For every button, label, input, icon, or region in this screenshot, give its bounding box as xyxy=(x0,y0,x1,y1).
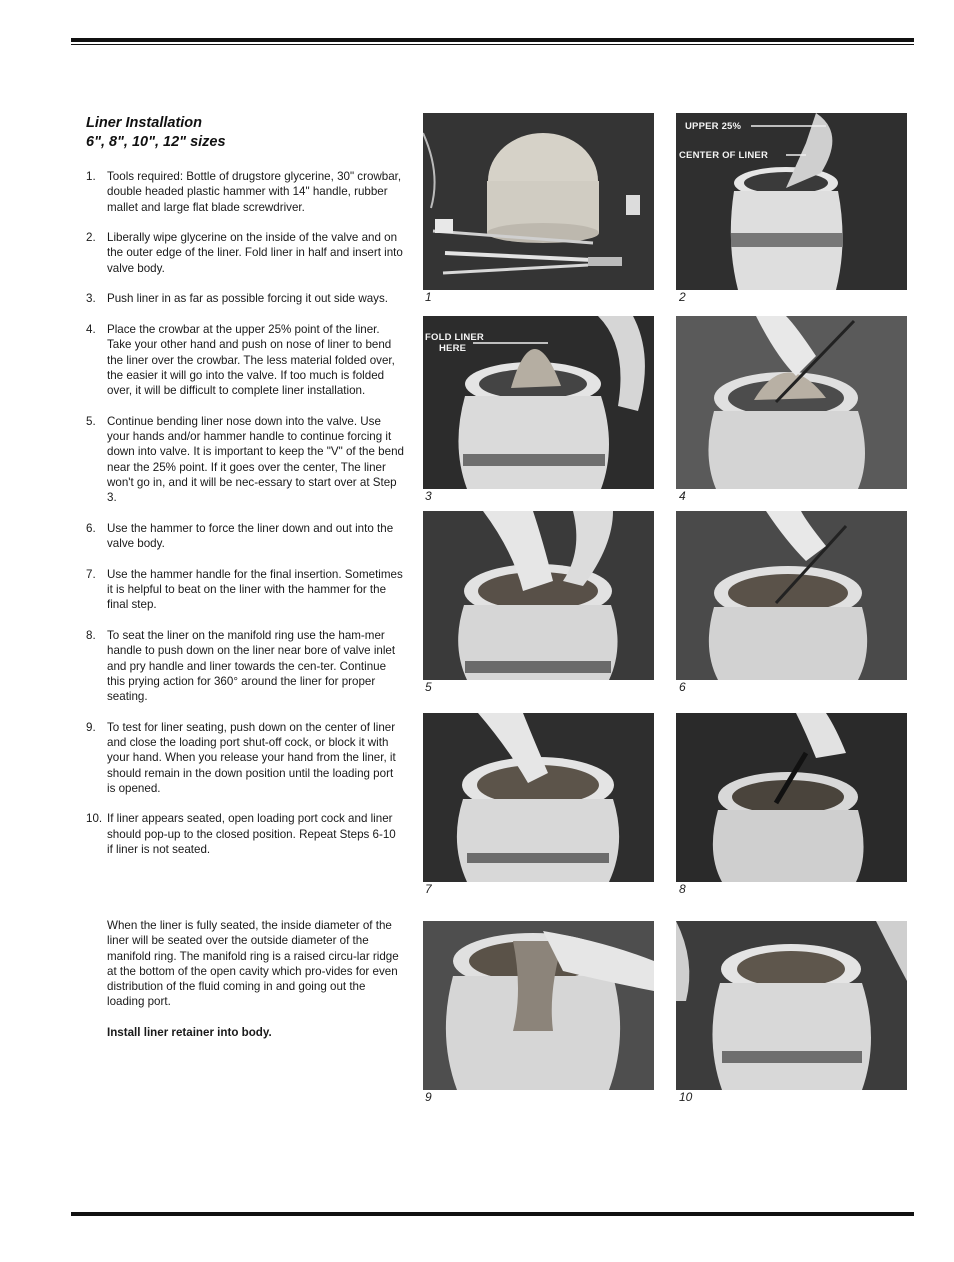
top-rule xyxy=(71,38,914,42)
photo-caption: 2 xyxy=(679,290,686,304)
photo-caption: 5 xyxy=(425,680,432,694)
step-item xyxy=(86,322,404,398)
photo-caption: 3 xyxy=(425,489,432,503)
step-text: To test for liner seating, push down on the center of liner and close the loading port shut-off cock, or block it with your hand. When you release your hand from the liner, it should remain in the down position until the loading port is opened. xyxy=(107,720,396,795)
photo-caption: 10 xyxy=(679,1090,693,1104)
bottom-rule xyxy=(71,1212,914,1216)
photo-10-seated-liner xyxy=(676,921,907,1090)
step-item xyxy=(86,720,404,796)
photo-caption: 7 xyxy=(425,882,432,896)
step-item xyxy=(86,414,404,506)
step-text: If liner appears seated, open loading port cock and liner should pop-up to the closed position. Repeat Steps 6-10 if liner is not seated. xyxy=(107,812,396,857)
annotation-upper-25: UPPER 25% xyxy=(685,121,742,132)
step-number: 2. xyxy=(86,231,96,245)
step-item xyxy=(86,291,404,306)
photo-9-test-seating xyxy=(423,921,654,1090)
photo-6-hammer-force xyxy=(676,511,907,680)
final-instruction: Install liner retainer into body. xyxy=(107,1026,272,1039)
step-text: Place the crowbar at the upper 25% point of the liner. Take your other hand and push on nose of liner to bend the liner over the crowbar. The less material folded over, the easier it will go into the valve. If too much is folded over, it will be difficult to complete liner installation. xyxy=(107,322,395,398)
photo-8-seat-liner xyxy=(676,713,907,882)
seating-note: When the liner is fully seated, the inside diameter of the liner will be seated over the outside diameter of the manifold ring. The manifold ring is a raised circu-lar ridge at the bottom of the open cavity which pro-vides for even distribution of the fluid coming in and going out the loading port. xyxy=(107,919,399,1009)
section-heading xyxy=(86,114,226,152)
step-number: 5. xyxy=(86,414,96,428)
step-text: Use the hammer to force the liner down and out into the valve body. xyxy=(107,521,394,551)
step-item xyxy=(86,567,404,613)
top-rule-thin xyxy=(71,44,914,45)
photo-caption: 9 xyxy=(425,1090,432,1104)
step-number: 8. xyxy=(86,628,96,642)
step-text: Continue bending liner nose down into the valve. Use your hands and/or hammer handle to continue forcing it down into valve. It is important to keep the "V" of the bend near the 25% point. If it goes over the center, The liner won't go in, and it will be nec-essary to start over at Step 3. xyxy=(107,414,404,505)
step-number: 6. xyxy=(86,521,96,535)
step-item xyxy=(86,521,404,552)
step-text: To seat the liner on the manifold ring use the ham-mer handle to push down on the liner near bore of valve inlet and pry handle and liner towards the cen-ter. Continue this prying action for 360° around the liner for proper seating. xyxy=(107,628,396,704)
section-subtitle: 6", 8", 10", 12" sizes xyxy=(86,134,226,150)
photo-3-fold-liner xyxy=(423,316,654,489)
steps-list xyxy=(86,169,404,873)
section-title: Liner Installation xyxy=(86,115,203,131)
annotation-fold-liner-line1: FOLD LINER xyxy=(425,332,484,343)
photo-caption: 8 xyxy=(679,882,686,896)
step-text: Use the hammer handle for the final insertion. Sometimes it is helpful to beat on the liner with the hammer for the final step. xyxy=(107,567,403,612)
annotation-fold-liner xyxy=(425,332,484,354)
photo-2-liner-marking xyxy=(676,113,907,290)
photo-caption: 1 xyxy=(425,290,432,304)
step-number: 4. xyxy=(86,322,96,336)
photo-7-final-insertion xyxy=(423,713,654,882)
step-number: 10. xyxy=(86,812,103,826)
step-item xyxy=(86,230,404,276)
step-item xyxy=(86,811,404,857)
step-text: Liberally wipe glycerine on the inside of the valve and on the outer edge of the liner. Fold liner in half and insert into valve body. xyxy=(107,231,403,275)
photo-4-crowbar xyxy=(676,316,907,489)
photo-caption: 4 xyxy=(679,489,686,503)
step-number: 7. xyxy=(86,567,96,581)
photo-caption: 6 xyxy=(679,680,686,694)
annotation-center-of-liner: CENTER OF LINER xyxy=(679,150,769,161)
step-number: 3. xyxy=(86,292,96,306)
step-number: 9. xyxy=(86,720,96,734)
photo-1-tools xyxy=(423,113,654,290)
step-item xyxy=(86,169,404,215)
step-number: 1. xyxy=(86,170,96,183)
step-text: Tools required: Bottle of drugstore glycerine, 30" crowbar, double headed plastic hammer with 14" handle, rubber mallet and large flat blade screwdriver. xyxy=(107,170,402,214)
annotation-fold-liner-line2: HERE xyxy=(439,343,467,354)
step-text: Push liner in as far as possible forcing it out side ways. xyxy=(107,292,388,306)
photo-5-bend-liner xyxy=(423,511,654,680)
step-item xyxy=(86,628,404,704)
